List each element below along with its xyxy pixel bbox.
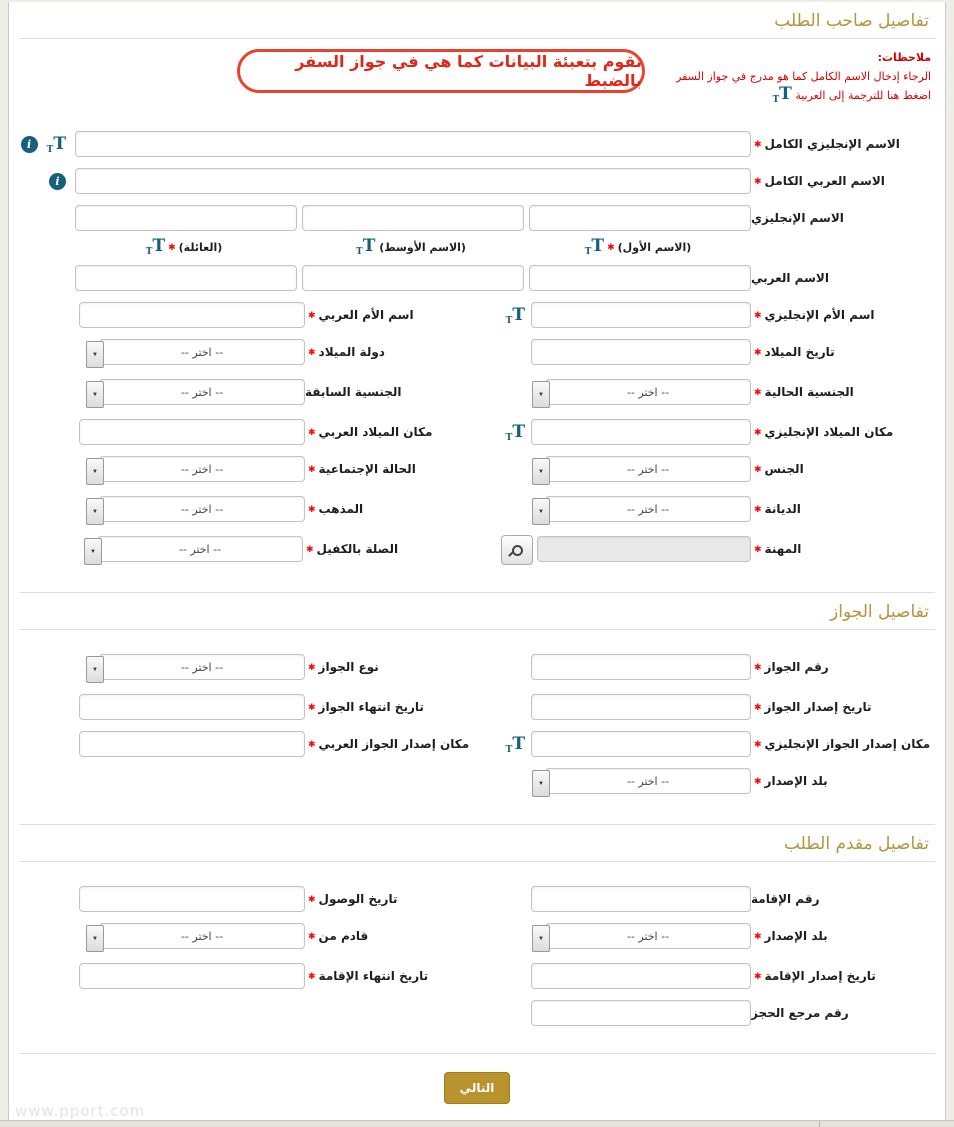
row-birth: تاريخ الميلاد✱ دولة الميلاد✱ -- اختر -- ▼: [19, 339, 933, 368]
label-passport-issue-date: تاريخ إصدار الجواز: [764, 700, 872, 714]
row-passport-number-type: رقم الجواز✱ نوع الجواز✱ -- اختر -- ▼: [19, 654, 933, 683]
middle-name-ar-input[interactable]: [302, 265, 524, 291]
passport-issue-date-input[interactable]: [531, 694, 751, 720]
translate-icon[interactable]: TT: [505, 305, 525, 326]
label-mother-name-ar: اسم الأم العربي: [318, 308, 414, 322]
translate-icon[interactable]: $_T$T: [772, 84, 792, 106]
passport-issue-country-select[interactable]: -- اختر -- ▼: [532, 768, 751, 797]
label-sect: المذهب: [318, 502, 364, 516]
residence-number-input[interactable]: [531, 886, 751, 912]
section-title-application: تفاصيل مقدم الطلب: [783, 834, 929, 854]
select-arrow-icon[interactable]: ▼: [86, 458, 104, 485]
first-name-en-input[interactable]: [529, 205, 751, 231]
label-birth-place-en: مكان الميلاد الإنجليزي: [764, 425, 894, 439]
select-arrow-icon[interactable]: ▼: [532, 925, 550, 952]
label-passport-issue-country: بلد الإصدار: [764, 774, 828, 788]
label-birth-date: تاريخ الميلاد: [764, 345, 835, 359]
row-full-name-ar: [19, 168, 933, 194]
label-passport-expiry-date: تاريخ انتهاء الجواز: [318, 700, 424, 714]
label-passport-number: رقم الجواز: [764, 660, 829, 674]
select-arrow-icon[interactable]: ▼: [532, 458, 550, 485]
row-booking-reference: [19, 1000, 933, 1026]
row-religion-sect: الديانة✱ -- اختر -- ▼ المذهب✱ -- اختر -- ▼: [19, 496, 933, 525]
row-gender-marital: الجنس✱ -- اختر -- ▼ الحالة الإجتماعية✱ -- اختر -- ▼: [19, 456, 933, 485]
marital-status-select[interactable]: -- اختر -- ▼: [86, 456, 305, 485]
gender-select[interactable]: -- اختر -- ▼: [532, 456, 751, 485]
label-birth-country: دولة الميلاد: [318, 345, 385, 359]
current-nationality-select[interactable]: -- اختر -- ▼: [532, 379, 751, 408]
select-arrow-icon[interactable]: ▼: [86, 925, 104, 952]
row-name-en: [19, 205, 933, 231]
label-passport-issue-place-en: مكان إصدار الجواز الإنجليزي: [764, 737, 931, 751]
select-arrow-icon[interactable]: ▼: [84, 538, 102, 565]
label-religion: الديانة: [764, 502, 801, 516]
row-occupation-sponsor: المهنة✱ الصلة بالكفيل✱ -- اختر -- ▼: [19, 536, 933, 565]
birth-country-select[interactable]: -- اختر -- ▼: [86, 339, 305, 368]
translate-icon[interactable]: TT: [505, 734, 525, 755]
row-residence-arrival: رقم الإقامة تاريخ الوصول✱: [19, 886, 933, 912]
row-nationality: الجنسية الحالية✱ -- اختر -- ▼ الجنسية السابقة -- اختر -- ▼: [19, 379, 933, 408]
next-button[interactable]: التالي: [444, 1072, 511, 1104]
family-name-en-input[interactable]: [75, 205, 297, 231]
booking-reference-input[interactable]: [531, 1000, 751, 1026]
callout-oval: [237, 49, 645, 93]
label-occupation: المهنة: [764, 542, 802, 556]
translate-icon[interactable]: TT: [505, 422, 525, 443]
label-sponsor-relation: الصلة بالكفيل: [316, 542, 399, 556]
form-panel: [8, 2, 946, 1120]
mother-name-en-input[interactable]: [531, 302, 751, 328]
arrival-date-input[interactable]: [79, 886, 305, 912]
passport-number-input[interactable]: [531, 654, 751, 680]
label-arrival-date: تاريخ الوصول: [318, 892, 398, 906]
label-name-ar: الاسم العربي: [751, 271, 829, 285]
search-icon: [512, 545, 523, 556]
label-previous-nationality: الجنسية السابقة: [305, 385, 402, 399]
label-full-name-en: الاسم الإنجليزي الكامل: [764, 137, 900, 151]
notes-heading: ملاحظات:: [877, 51, 931, 64]
required-mark: ✱: [754, 177, 762, 187]
translate-icon[interactable]: $_T$T: [356, 236, 376, 257]
required-mark: ✱: [754, 140, 762, 150]
row-passport-dates: تاريخ إصدار الجواز✱ تاريخ انتهاء الجواز✱: [19, 694, 933, 720]
footer-divider: [819, 1121, 820, 1127]
label-current-nationality: الجنسية الحالية: [764, 385, 854, 399]
residence-issue-country-select[interactable]: -- اختر -- ▼: [532, 923, 751, 952]
info-icon[interactable]: i: [49, 173, 66, 190]
sect-select[interactable]: -- اختر -- ▼: [86, 496, 305, 525]
translate-icon[interactable]: TT: [46, 134, 66, 155]
label-mother-name-en: اسم الأم الإنجليزي: [764, 308, 875, 322]
full-name-en-input[interactable]: [75, 131, 751, 157]
translate-icon[interactable]: $_T$T: [584, 236, 605, 257]
footer-band: [0, 1120, 954, 1127]
label-booking-reference: رقم مرجع الحجز: [751, 1006, 849, 1020]
section-title-applicant: تفاصيل صاحب الطلب: [774, 11, 929, 31]
first-name-ar-input[interactable]: [529, 265, 751, 291]
callout-text: تقوم بتعبئة البيانات كما هي في جواز السفر بالضبط: [295, 52, 642, 90]
actions: [19, 1054, 935, 1118]
label-family-name: (العائلة): [178, 241, 223, 254]
row-passport-issue-place: مكان إصدار الجواز الإنجليزي✱ TT مكان إصدار الجواز العربي✱: [19, 731, 933, 757]
birth-date-input[interactable]: [531, 339, 751, 365]
coming-from-select[interactable]: -- اختر -- ▼: [86, 923, 305, 952]
translate-icon[interactable]: $_T$T: [145, 236, 166, 257]
mother-name-ar-input[interactable]: [79, 302, 305, 328]
label-residence-issue-date: تاريخ إصدار الإقامة: [764, 969, 876, 983]
label-coming-from: قادم من: [318, 929, 369, 943]
section-title-passport: تفاصيل الجواز: [830, 602, 929, 622]
label-gender: الجنس: [764, 462, 804, 476]
passport-type-select[interactable]: -- اختر -- ▼: [86, 654, 305, 683]
label-name-en: الاسم الإنجليزي: [751, 211, 844, 225]
select-arrow-icon[interactable]: ▼: [532, 498, 550, 525]
select-arrow-icon[interactable]: ▼: [532, 770, 550, 797]
occupation-search-button[interactable]: [501, 535, 533, 565]
label-passport-issue-place-ar: مكان إصدار الجواز العربي: [318, 737, 470, 751]
select-arrow-icon[interactable]: ▼: [86, 381, 104, 408]
occupation-input: [537, 536, 751, 562]
label-middle-name: (الاسم الأوسط): [379, 241, 466, 254]
full-name-ar-input[interactable]: [75, 168, 751, 194]
row-passport-issue-country: بلد الإصدار✱ -- اختر -- ▼: [19, 768, 933, 797]
row-residence-dates: تاريخ إصدار الإقامة✱ تاريخ انتهاء الإقامة✱: [19, 963, 933, 989]
passport-expiry-date-input[interactable]: [79, 694, 305, 720]
label-full-name-ar: الاسم العربي الكامل: [764, 174, 885, 188]
notes-area: [19, 39, 935, 131]
middle-name-en-input[interactable]: [302, 205, 524, 231]
birth-place-en-input[interactable]: [531, 419, 751, 445]
label-marital-status: الحالة الإجتماعية: [318, 462, 416, 476]
row-full-name-en: [19, 131, 933, 157]
label-first-name: (الاسم الأول): [617, 241, 692, 254]
passport-issue-place-ar-input[interactable]: [79, 731, 305, 757]
name-part-labels: (الاسم $الأول)✱_TT$ (الاسم الأوسط) $_T$T $(العائلة)✱_TT$: [145, 236, 692, 257]
row-birth-place: مكان الميلاد الإنجليزي✱ TT مكان الميلاد العربي✱: [19, 419, 933, 445]
row-name-ar: [19, 265, 933, 291]
notes-line1: الرجاء إدخال الاسم الكامل كما هو مدرج في جواز السفر: [676, 69, 931, 83]
previous-nationality-select[interactable]: -- اختر -- ▼: [86, 379, 305, 408]
row-issue-country-coming-from: بلد الإصدار✱ -- اختر -- ▼ قادم من✱ -- اختر -- ▼: [19, 923, 933, 952]
residence-issue-date-input[interactable]: [531, 963, 751, 989]
translate-link[interactable]: اضغط هنا للترجمة إلى العربية: [795, 89, 931, 103]
row-mother-name: اسم الأم الإنجليزي✱ TT اسم الأم العربي✱: [19, 302, 933, 328]
label-passport-type: نوع الجواز: [318, 660, 379, 674]
religion-select[interactable]: -- اختر -- ▼: [532, 496, 751, 525]
passport-issue-place-en-input[interactable]: [531, 731, 751, 757]
family-name-ar-input[interactable]: [75, 265, 297, 291]
select-arrow-icon[interactable]: ▼: [86, 656, 104, 683]
watermark: www.pport.com: [15, 1102, 146, 1120]
residence-expiry-date-input[interactable]: [79, 963, 305, 989]
birth-place-ar-input[interactable]: [79, 419, 305, 445]
label-residence-issue-country: بلد الإصدار: [764, 929, 828, 943]
label-residence-number: رقم الإقامة: [751, 892, 820, 906]
info-icon[interactable]: i: [21, 136, 38, 153]
select-arrow-icon[interactable]: ▼: [532, 381, 550, 408]
select-arrow-icon[interactable]: ▼: [86, 341, 104, 368]
label-birth-place-ar: مكان الميلاد العربي: [318, 425, 433, 439]
label-residence-expiry-date: تاريخ انتهاء الإقامة: [318, 969, 429, 983]
select-arrow-icon[interactable]: ▼: [86, 498, 104, 525]
sponsor-relation-select[interactable]: -- اختر -- ▼: [84, 536, 303, 565]
